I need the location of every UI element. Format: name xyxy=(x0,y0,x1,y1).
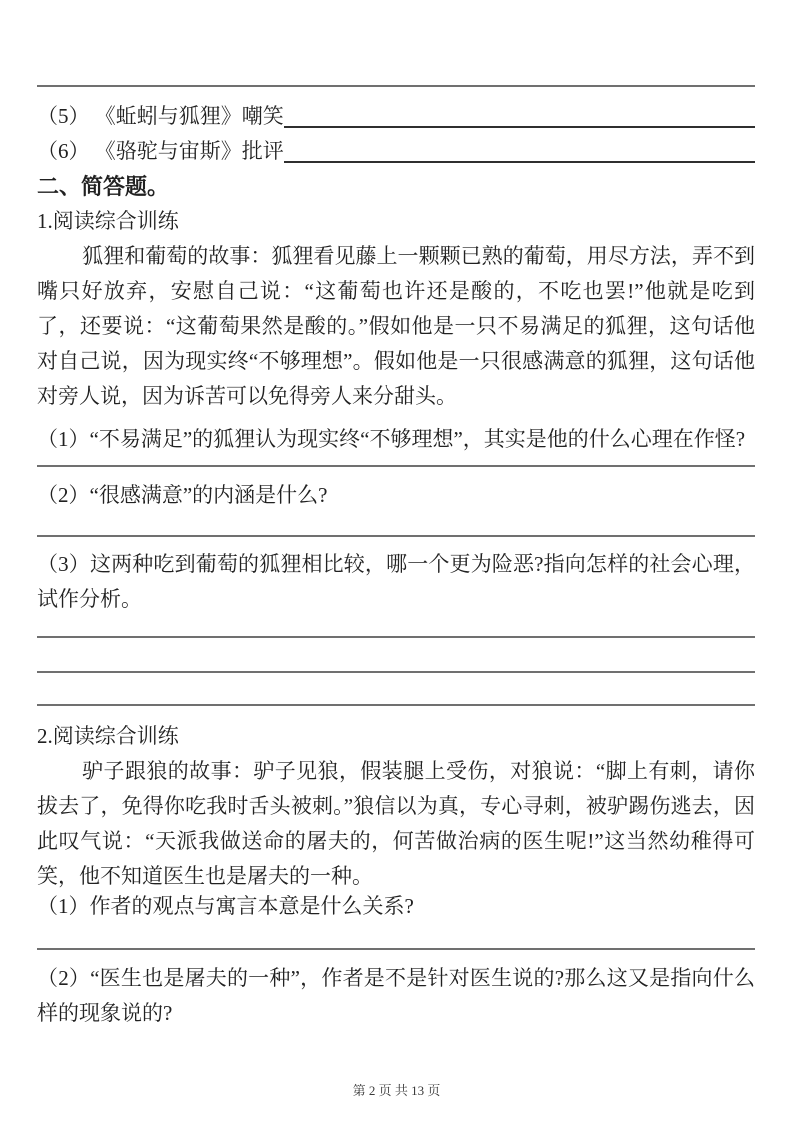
fill-in-label: （5） 《蚯蚓与狐狸》嘲笑 xyxy=(37,104,284,128)
page-footer: 第 2 页 共 13 页 xyxy=(352,1083,441,1098)
fill-in-item-6 xyxy=(37,134,755,169)
exercise-1-question-2: （2）“很感满意”的内涵是什么? xyxy=(37,483,328,507)
exercise-1-passage: 狐狸和葡萄的故事：狐狸看见藤上一颗颗已熟的葡萄，用尽方法，弄不到嘴只好放弃，安慰自己说：“这葡萄也许还是酸的，不吃也罢!”他就是吃到了，还要说：“这葡萄果然是酸的。”假如他是一只不易满足的狐狸，这句话他对自己说，因为现实终“不够理想”。假如他是一只很感满意的狐狸，这句话他对旁人说，因为诉苦可以免得旁人来分甜头。 xyxy=(37,244,755,408)
exercise-1-question-1: （1）“不易满足”的狐狸认为现实终“不够理想”，其实是他的什么心理在作怪? xyxy=(37,427,746,451)
section-heading: 二、简答题。 xyxy=(37,174,170,199)
answer-line[interactable] xyxy=(37,704,755,706)
answer-line[interactable] xyxy=(37,535,755,537)
answer-line[interactable] xyxy=(37,948,755,950)
answer-line[interactable] xyxy=(37,636,755,638)
answer-line[interactable] xyxy=(37,465,755,467)
answer-line[interactable] xyxy=(37,671,755,673)
fill-in-blank[interactable] xyxy=(284,99,755,128)
exercise-2-title: 2.阅读综合训练 xyxy=(37,724,179,748)
fill-in-item-5 xyxy=(37,99,755,134)
exercise-2-question-1: （1）作者的观点与寓言本意是什么关系? xyxy=(37,894,414,918)
exercise-2-passage: 驴子跟狼的故事：驴子见狼，假装腿上受伤，对狼说：“脚上有刺，请你拔去了，免得你吃我时舌头被刺。”狼信以为真，专心寻刺，被驴踢伤逃去，因此叹气说：“天派我做送命的屠夫的，何苦做治病的医生呢!”这当然幼稚得可笑，他不知道医生也是屠夫的一种。 xyxy=(37,759,755,888)
fill-in-label: （6） 《骆驼与宙斯》批评 xyxy=(37,139,284,163)
exercise-2-question-2: （2）“医生也是屠夫的一种”，作者是不是针对医生说的?那么这又是指向什么样的现象说的? xyxy=(37,966,755,1025)
page-content xyxy=(0,85,793,1031)
header-rule xyxy=(37,85,755,87)
exercise-1-title: 1.阅读综合训练 xyxy=(37,209,179,233)
exercise-1-question-3: （3）这两种吃到葡萄的狐狸相比较，哪一个更为险恶?指向怎样的社会心理，试作分析。 xyxy=(37,552,755,611)
fill-in-blank[interactable] xyxy=(284,134,755,163)
